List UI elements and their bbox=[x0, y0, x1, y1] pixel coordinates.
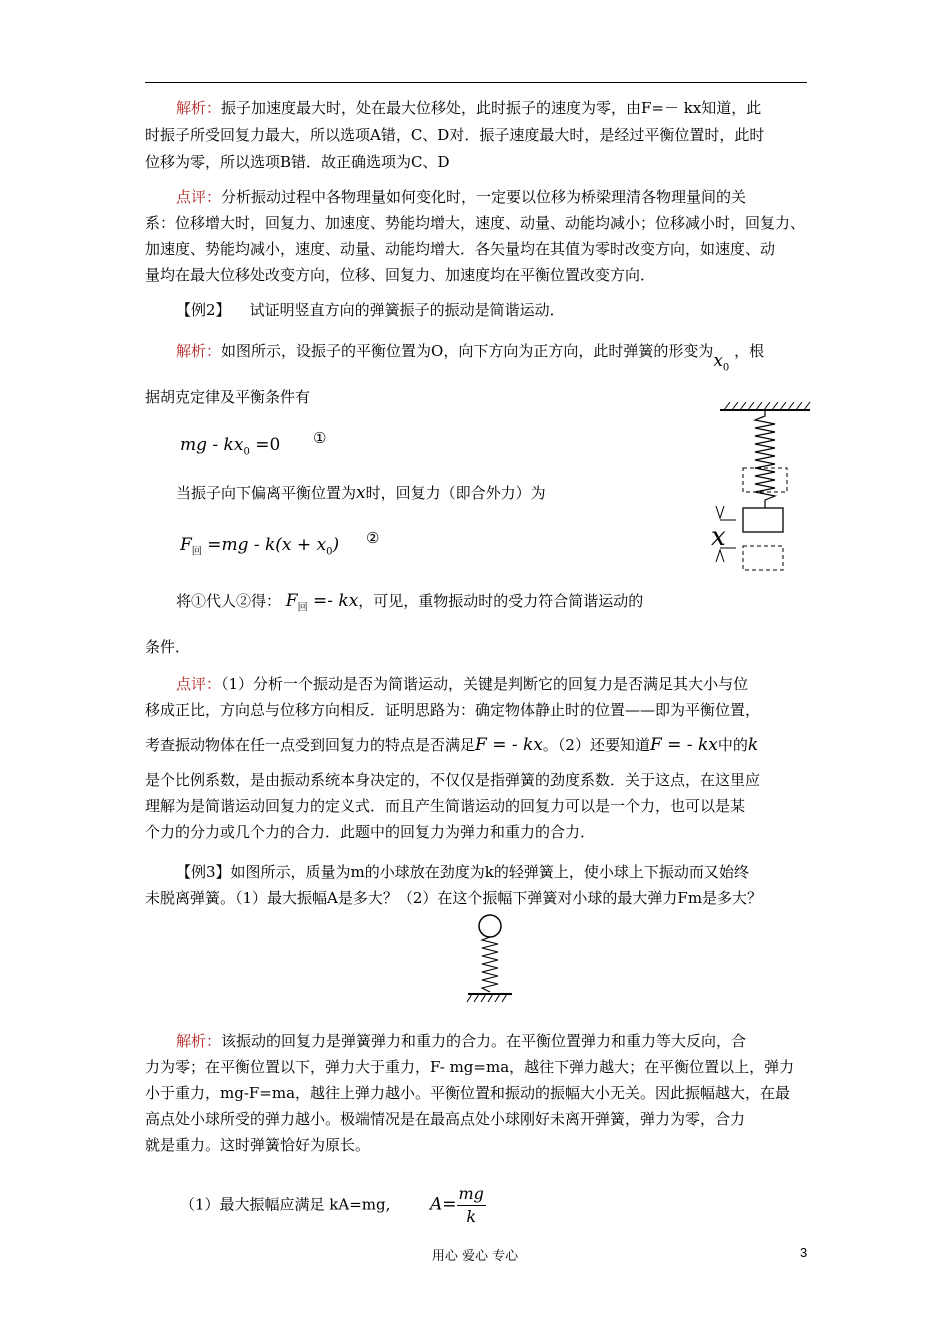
ball-spring-figure bbox=[460, 912, 520, 1004]
example-2-displacement-line: 当振子向下偏离平衡位置为x时，回复力（即合外力）为 bbox=[176, 483, 546, 503]
example-3-analysis-line-5: 就是重力。这时弹簧恰好为原长。 bbox=[145, 1136, 371, 1154]
ground-hatch bbox=[467, 994, 507, 1002]
page-number: 3 bbox=[800, 1245, 808, 1260]
example-2-analysis-line-2: 据胡克定律及平衡条件有 bbox=[145, 388, 311, 406]
ball bbox=[479, 915, 501, 937]
comment-2-line-6: 个力的分力或几个力的合力．此题中的回复力为弹力和重力的合力． bbox=[145, 823, 596, 841]
analysis-1-line-3: 位移为零，所以选项B错．故正确选项为C、D bbox=[145, 153, 450, 171]
comment-2-line-1: 点评：（1）分析一个振动是否为简谐运动，关键是判断它的回复力是否满足其大小与位 bbox=[176, 675, 749, 693]
spring-coil-2 bbox=[482, 937, 498, 992]
figure-x-label: x bbox=[711, 522, 726, 552]
comment-label: 点评： bbox=[176, 188, 222, 206]
header-rule bbox=[145, 82, 807, 83]
comment-2-line-3: 考查振动物体在任一点受到回复力的特点是否满足F = - kx。（2）还要知道F = - kx中的k bbox=[145, 735, 759, 755]
equation-1-number: ① bbox=[313, 429, 327, 447]
example-3-line-2: 未脱离弹簧。（1）最大振幅A是多大？（2）在这个振幅下弹簧对小球的最大弹力Fm是多大？ bbox=[145, 889, 763, 907]
example-3-answer-1: （1）最大振幅应满足 kA=mg, A= $\frac{mg}{k}$ bbox=[180, 1184, 484, 1226]
equation-2: $F_回 =mg - k(x + x_0)$ bbox=[180, 535, 340, 558]
comment-2-line-4: 是个比例系数，是由振动系统本身决定的，不仅仅是指弹簧的劲度系数．关于这点，在这里应 bbox=[145, 771, 761, 789]
down-arrow-icon bbox=[716, 506, 724, 518]
comment-1-line-4: 量均在最大位移处改变方向，位移、回复力、加速度均在平衡位置改变方向． bbox=[145, 266, 656, 284]
example-2-question: 试证明竖直方向的弹簧振子的振动是简谐运动． bbox=[249, 301, 565, 319]
example-2-analysis-line-1: 解析：如图所示，设振子的平衡位置为O，向下方向为正方向，此时弹簧的形变为$x_0$ ，根 bbox=[176, 342, 765, 374]
equation-2-number: ② bbox=[366, 529, 380, 547]
example-3-analysis-line-4: 高点处小球所受的弹力越小。极端情况是在最高点处小球刚好未离开弹簧，弹力为零，合力 bbox=[145, 1110, 746, 1128]
example-3-analysis-line-3: 小于重力，mg-F=ma，越往上弹力越小。平衡位置和振动的振幅大小无关。因此振幅越大，在最 bbox=[145, 1084, 791, 1102]
comment-2-line-2: 移成正比，方向总与位移方向相反．证明思路为：确定物体静止时的位置——即为平衡位置， bbox=[145, 701, 761, 719]
comment-2-line-5: 理解为是简谐运动回复力的定义式．而且产生简谐运动的回复力可以是一个力，也可以是某 bbox=[145, 797, 746, 815]
footer-motto: 用心 爱心 专心 bbox=[431, 1249, 519, 1264]
comment-1-line-3: 加速度、势能均减小，速度、动量、动能均增大．各矢量均在其值为零时改变方向，如速度、动 bbox=[145, 240, 776, 258]
amplitude-fraction: $\frac{mg}{k}$ bbox=[458, 1184, 484, 1226]
displaced-box-dashed bbox=[743, 546, 783, 570]
vertical-spring-figure bbox=[700, 400, 820, 580]
spring-coil bbox=[755, 410, 775, 508]
comment-1-line-2: 系：位移增大时，回复力、加速度、势能均增大，速度、动量、动能均减小；位移减小时，回复力、 bbox=[145, 214, 806, 232]
ceiling-hatch bbox=[724, 402, 810, 410]
analysis-1-line-2: 时振子所受回复力最大，所以选项A错，C、D对．振子速度最大时，是经过平衡位置时，此时 bbox=[145, 126, 765, 144]
example-3-line-1: 【例3】如图所示，质量为m的小球放在劲度为k的轻弹簧上，使小球上下振动而又始终 bbox=[176, 863, 749, 881]
equilibrium-box-dashed bbox=[743, 468, 787, 492]
example-2-substitution-line: 将①代人②得： $F_回$ =- kx，可见，重物振动时的受力符合简谐运动的 bbox=[176, 591, 644, 614]
example-3-analysis-line-1: 解析：该振动的回复力是弹簧弹力和重力的合力。在平衡位置弹力和重力等大反向，合 bbox=[176, 1032, 747, 1050]
analysis-1-line-1: 解析：振子加速度最大时，处在最大位移处，此时振子的速度为零，由F=－ kx知道，此 bbox=[176, 99, 762, 117]
example-3-analysis-line-2: 力为零；在平衡位置以下，弹力大于重力，F- mg=ma，越往下弹力越大；在平衡位置以上，弹力 bbox=[145, 1058, 795, 1076]
equation-1: mg - $kx_0 =0$ bbox=[180, 435, 281, 458]
example-2-conclusion: 条件． bbox=[145, 638, 191, 656]
analysis-label: 解析： bbox=[176, 99, 222, 117]
mass-block bbox=[743, 508, 783, 532]
comment-1-line-1: 点评：分析振动过程中各物理量如何变化时，一定要以位移为桥梁理清各物理量间的关 bbox=[176, 188, 747, 206]
example-2-heading bbox=[176, 299, 565, 321]
example-2-title: 【例2】 bbox=[176, 301, 231, 319]
